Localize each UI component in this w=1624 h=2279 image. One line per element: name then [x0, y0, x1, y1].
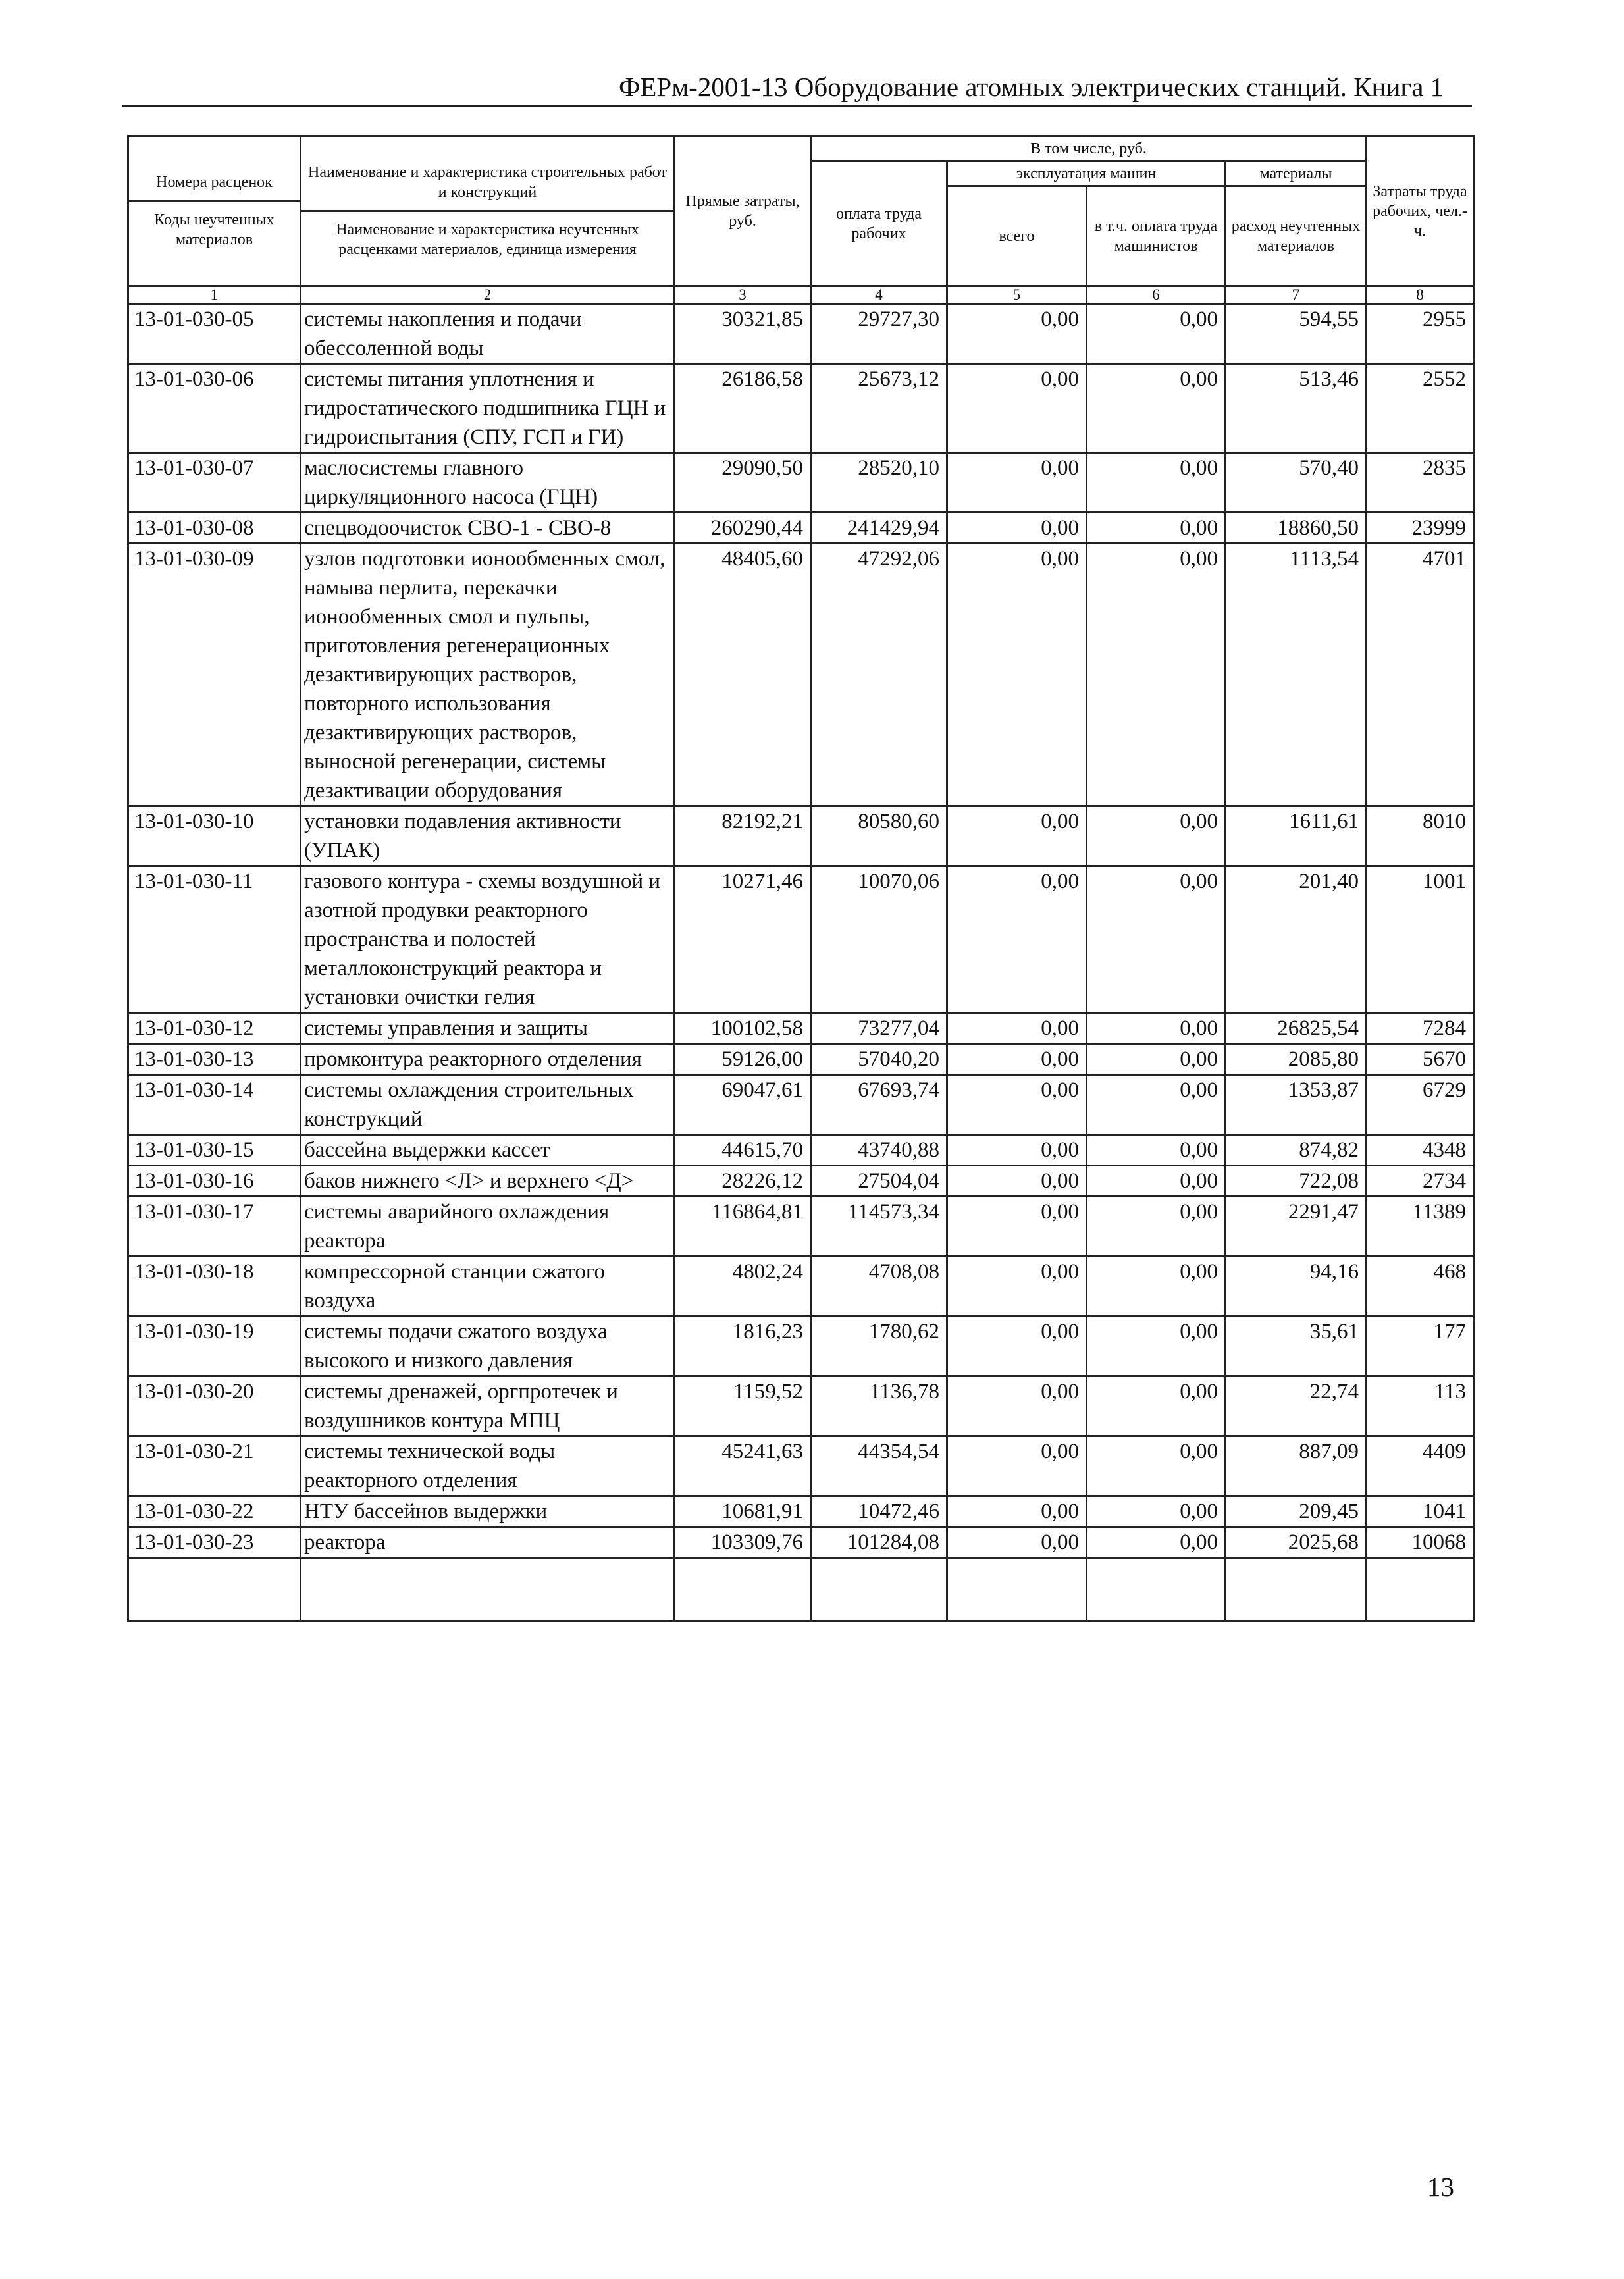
machine-total-cell: 0,00: [947, 1013, 1087, 1044]
page-header-title: ФЕРм-2001-13 Оборудование атомных электрических станций. Книга 1: [619, 72, 1444, 102]
header-col2-top: Наименование и характеристика строительных работ и конструкций: [308, 164, 667, 201]
work-name-cell: системы технической воды реакторного отделения: [301, 1436, 675, 1496]
price-code-cell: 13-01-030-13: [128, 1044, 301, 1075]
machine-total-cell: 0,00: [947, 1044, 1087, 1075]
worker-pay-cell: 73277,04: [811, 1013, 947, 1044]
filler-cell: [1226, 1558, 1367, 1621]
work-name-cell: промконтура реакторного отделения: [301, 1044, 675, 1075]
machine-total-cell: 0,00: [947, 1436, 1087, 1496]
header-labor: Затраты труда рабочих, чел.-ч.: [1367, 136, 1474, 286]
machine-operator-pay-cell: 0,00: [1087, 544, 1226, 806]
direct-costs-cell: 45241,63: [675, 1436, 811, 1496]
direct-costs-cell: 100102,58: [675, 1013, 811, 1044]
materials-cell: 22,74: [1226, 1376, 1367, 1436]
worker-pay-cell: 4708,08: [811, 1257, 947, 1317]
work-name-cell: баков нижнего <Л> и верхнего <Д>: [301, 1166, 675, 1197]
machine-operator-pay-cell: 0,00: [1087, 453, 1226, 513]
machine-total-cell: 0,00: [947, 544, 1087, 806]
machine-total-cell: 0,00: [947, 1197, 1087, 1257]
worker-pay-cell: 29727,30: [811, 304, 947, 364]
price-code-cell: 13-01-030-14: [128, 1075, 301, 1135]
header-machine-total: всего: [947, 186, 1087, 286]
direct-costs-cell: 44615,70: [675, 1135, 811, 1166]
work-name-cell: бассейна выдержки кассет: [301, 1135, 675, 1166]
work-name-cell: НТУ бассейнов выдержки: [301, 1496, 675, 1527]
work-name-cell: газового контура - схемы воздушной и азотной продувки реакторного пространства и полостей металлоконструкций реактора и установки очистки гелия: [301, 866, 675, 1013]
machine-total-cell: 0,00: [947, 1317, 1087, 1376]
price-code-cell: 13-01-030-10: [128, 806, 301, 866]
table-row: [128, 1496, 1474, 1527]
work-name-cell: реактора: [301, 1527, 675, 1558]
work-name-cell: маслосистемы главного циркуляционного насоса (ГЦН): [301, 453, 675, 513]
column-number-row: [128, 286, 1474, 304]
work-name-cell: системы питания уплотнения и гидростатического подшипника ГЦН и гидроиспытания (СПУ, ГСП и ГИ): [301, 364, 675, 453]
direct-costs-cell: 260290,44: [675, 513, 811, 544]
machine-total-cell: 0,00: [947, 1376, 1087, 1436]
table-row: [128, 1527, 1474, 1558]
materials-cell: 26825,54: [1226, 1013, 1367, 1044]
table-row: [128, 1317, 1474, 1376]
labor-cell: 23999: [1367, 513, 1474, 544]
table-row: [128, 1013, 1474, 1044]
work-name-cell: системы накопления и подачи обессоленной воды: [301, 304, 675, 364]
price-table-rows: [128, 304, 1474, 1558]
labor-cell: 468: [1367, 1257, 1474, 1317]
table-row: [128, 304, 1474, 364]
column-number: 2: [301, 286, 675, 304]
direct-costs-cell: 4802,24: [675, 1257, 811, 1317]
price-code-cell: 13-01-030-09: [128, 544, 301, 806]
machine-operator-pay-cell: 0,00: [1087, 1527, 1226, 1558]
worker-pay-cell: 101284,08: [811, 1527, 947, 1558]
filler-cell: [1367, 1558, 1474, 1621]
header-col1-divider: [129, 200, 300, 202]
worker-pay-cell: 10070,06: [811, 866, 947, 1013]
header-col1-bottom: Коды неучтенных материалов: [154, 211, 275, 248]
table-row: [128, 1044, 1474, 1075]
table-empty-filler-row: [128, 1558, 1474, 1621]
machine-total-cell: 0,00: [947, 1166, 1087, 1197]
labor-cell: 4409: [1367, 1436, 1474, 1496]
machine-operator-pay-cell: 0,00: [1087, 1075, 1226, 1135]
worker-pay-cell: 67693,74: [811, 1075, 947, 1135]
materials-cell: 594,55: [1226, 304, 1367, 364]
table-row: [128, 1197, 1474, 1257]
labor-cell: 2734: [1367, 1166, 1474, 1197]
table-row: [128, 806, 1474, 866]
machine-operator-pay-cell: 0,00: [1087, 1257, 1226, 1317]
labor-cell: 2835: [1367, 453, 1474, 513]
work-name-cell: спецводоочисток СВО-1 - СВО-8: [301, 513, 675, 544]
labor-cell: 2552: [1367, 364, 1474, 453]
page-number: 13: [1427, 2172, 1454, 2202]
materials-cell: 1611,61: [1226, 806, 1367, 866]
price-code-cell: 13-01-030-22: [128, 1496, 301, 1527]
price-code-cell: 13-01-030-18: [128, 1257, 301, 1317]
labor-cell: 2955: [1367, 304, 1474, 364]
machine-operator-pay-cell: 0,00: [1087, 513, 1226, 544]
worker-pay-cell: 57040,20: [811, 1044, 947, 1075]
table-row: [128, 1075, 1474, 1135]
machine-operator-pay-cell: 0,00: [1087, 1013, 1226, 1044]
column-number: 7: [1226, 286, 1367, 304]
labor-cell: 8010: [1367, 806, 1474, 866]
labor-cell: 7284: [1367, 1013, 1474, 1044]
price-code-cell: 13-01-030-19: [128, 1317, 301, 1376]
price-code-cell: 13-01-030-05: [128, 304, 301, 364]
direct-costs-cell: 103309,76: [675, 1527, 811, 1558]
materials-cell: 513,46: [1226, 364, 1367, 453]
column-number: 5: [947, 286, 1087, 304]
machine-operator-pay-cell: 0,00: [1087, 1166, 1226, 1197]
work-name-cell: системы управления и защиты: [301, 1013, 675, 1044]
machine-total-cell: 0,00: [947, 304, 1087, 364]
direct-costs-cell: 26186,58: [675, 364, 811, 453]
materials-cell: 570,40: [1226, 453, 1367, 513]
machine-operator-pay-cell: 0,00: [1087, 1376, 1226, 1436]
machine-total-cell: 0,00: [947, 1496, 1087, 1527]
table-row: [128, 1135, 1474, 1166]
materials-cell: 2085,80: [1226, 1044, 1367, 1075]
machine-total-cell: 0,00: [947, 1075, 1087, 1135]
labor-cell: 1041: [1367, 1496, 1474, 1527]
header-names: [301, 136, 675, 286]
filler-cell: [947, 1558, 1087, 1621]
machine-total-cell: 0,00: [947, 1257, 1087, 1317]
materials-cell: 2025,68: [1226, 1527, 1367, 1558]
table-row: [128, 1376, 1474, 1436]
materials-cell: 94,16: [1226, 1257, 1367, 1317]
header-direct-costs: Прямые затраты, руб.: [675, 136, 811, 286]
work-name-cell: узлов подготовки ионообменных смол, намыва перлита, перекачки ионообменных смол и пульпы, приготовления регенерационных дезактивирующих растворов, повторного использования дезактивирующих растворов, выносной регенерации, системы дезактивации оборудования: [301, 544, 675, 806]
filler-cell: [811, 1558, 947, 1621]
direct-costs-cell: 29090,50: [675, 453, 811, 513]
table-row: [128, 1257, 1474, 1317]
price-code-cell: 13-01-030-08: [128, 513, 301, 544]
direct-costs-cell: 48405,60: [675, 544, 811, 806]
machine-total-cell: 0,00: [947, 1135, 1087, 1166]
machine-operator-pay-cell: 0,00: [1087, 1496, 1226, 1527]
work-name-cell: компрессорной станции сжатого воздуха: [301, 1257, 675, 1317]
price-table: [127, 135, 1475, 1622]
direct-costs-cell: 1159,52: [675, 1376, 811, 1436]
worker-pay-cell: 27504,04: [811, 1166, 947, 1197]
machine-operator-pay-cell: 0,00: [1087, 1044, 1226, 1075]
materials-cell: 887,09: [1226, 1436, 1367, 1496]
machine-total-cell: 0,00: [947, 806, 1087, 866]
worker-pay-cell: 80580,60: [811, 806, 947, 866]
work-name-cell: системы аварийного охлаждения реактора: [301, 1197, 675, 1257]
machine-operator-pay-cell: 0,00: [1087, 304, 1226, 364]
machine-operator-pay-cell: 0,00: [1087, 866, 1226, 1013]
header-col2-bottom: Наименование и характеристика неучтенных расценками материалов, единица измерения: [336, 221, 639, 258]
column-number: 6: [1087, 286, 1226, 304]
work-name-cell: установки подавления активности (УПАК): [301, 806, 675, 866]
labor-cell: 113: [1367, 1376, 1474, 1436]
worker-pay-cell: 47292,06: [811, 544, 947, 806]
price-code-cell: 13-01-030-17: [128, 1197, 301, 1257]
machine-operator-pay-cell: 0,00: [1087, 806, 1226, 866]
materials-cell: 35,61: [1226, 1317, 1367, 1376]
filler-cell: [301, 1558, 675, 1621]
column-number: 1: [128, 286, 301, 304]
worker-pay-cell: 1136,78: [811, 1376, 947, 1436]
price-code-cell: 13-01-030-11: [128, 866, 301, 1013]
machine-total-cell: 0,00: [947, 513, 1087, 544]
labor-cell: 10068: [1367, 1527, 1474, 1558]
table-row: [128, 866, 1474, 1013]
header-machine-operation: эксплуатация машин: [947, 161, 1226, 186]
header-rule: [122, 105, 1472, 107]
machine-operator-pay-cell: 0,00: [1087, 364, 1226, 453]
labor-cell: 1001: [1367, 866, 1474, 1013]
header-worker-pay: оплата труда рабочих: [811, 161, 947, 286]
machine-total-cell: 0,00: [947, 364, 1087, 453]
work-name-cell: системы подачи сжатого воздуха высокого и низкого давления: [301, 1317, 675, 1376]
direct-costs-cell: 82192,21: [675, 806, 811, 866]
price-code-cell: 13-01-030-20: [128, 1376, 301, 1436]
table-row: [128, 364, 1474, 453]
header-col1-top: Номера расценок: [156, 174, 273, 191]
machine-operator-pay-cell: 0,00: [1087, 1317, 1226, 1376]
materials-cell: 722,08: [1226, 1166, 1367, 1197]
price-code-cell: 13-01-030-07: [128, 453, 301, 513]
machine-operator-pay-cell: 0,00: [1087, 1436, 1226, 1496]
worker-pay-cell: 1780,62: [811, 1317, 947, 1376]
direct-costs-cell: 10681,91: [675, 1496, 811, 1527]
work-name-cell: системы охлаждения строительных конструкций: [301, 1075, 675, 1135]
price-code-cell: 13-01-030-06: [128, 364, 301, 453]
direct-costs-cell: 1816,23: [675, 1317, 811, 1376]
header-machine-operator-pay: в т.ч. оплата труда машинистов: [1087, 186, 1226, 286]
filler-cell: [675, 1558, 811, 1621]
price-code-cell: 13-01-030-21: [128, 1436, 301, 1496]
machine-operator-pay-cell: 0,00: [1087, 1197, 1226, 1257]
header-materials-unaccounted: расход неучтенных материалов: [1226, 186, 1367, 286]
header-codes: [128, 136, 301, 286]
worker-pay-cell: 25673,12: [811, 364, 947, 453]
direct-costs-cell: 28226,12: [675, 1166, 811, 1197]
price-code-cell: 13-01-030-23: [128, 1527, 301, 1558]
labor-cell: 11389: [1367, 1197, 1474, 1257]
direct-costs-cell: 116864,81: [675, 1197, 811, 1257]
machine-operator-pay-cell: 0,00: [1087, 1135, 1226, 1166]
table-row: [128, 1166, 1474, 1197]
materials-cell: 18860,50: [1226, 513, 1367, 544]
materials-cell: 209,45: [1226, 1496, 1367, 1527]
machine-total-cell: 0,00: [947, 1527, 1087, 1558]
machine-total-cell: 0,00: [947, 866, 1087, 1013]
machine-total-cell: 0,00: [947, 453, 1087, 513]
worker-pay-cell: 114573,34: [811, 1197, 947, 1257]
work-name-cell: системы дренажей, оргпротечек и воздушников контура МПЦ: [301, 1376, 675, 1436]
price-code-cell: 13-01-030-16: [128, 1166, 301, 1197]
direct-costs-cell: 59126,00: [675, 1044, 811, 1075]
worker-pay-cell: 28520,10: [811, 453, 947, 513]
direct-costs-cell: 30321,85: [675, 304, 811, 364]
table-row: [128, 513, 1474, 544]
worker-pay-cell: 43740,88: [811, 1135, 947, 1166]
filler-cell: [128, 1558, 301, 1621]
header-including: В том числе, руб.: [811, 136, 1367, 161]
table-row: [128, 1436, 1474, 1496]
table-row: [128, 544, 1474, 806]
table-row: [128, 453, 1474, 513]
labor-cell: 5670: [1367, 1044, 1474, 1075]
labor-cell: 4701: [1367, 544, 1474, 806]
materials-cell: 874,82: [1226, 1135, 1367, 1166]
worker-pay-cell: 44354,54: [811, 1436, 947, 1496]
column-number: 4: [811, 286, 947, 304]
worker-pay-cell: 241429,94: [811, 513, 947, 544]
materials-cell: 2291,47: [1226, 1197, 1367, 1257]
worker-pay-cell: 10472,46: [811, 1496, 947, 1527]
labor-cell: 6729: [1367, 1075, 1474, 1135]
filler-cell: [1087, 1558, 1226, 1621]
header-col2-divider: [301, 210, 673, 212]
header-materials: материалы: [1226, 161, 1367, 186]
materials-cell: 201,40: [1226, 866, 1367, 1013]
labor-cell: 4348: [1367, 1135, 1474, 1166]
materials-cell: 1113,54: [1226, 544, 1367, 806]
materials-cell: 1353,87: [1226, 1075, 1367, 1135]
direct-costs-cell: 10271,46: [675, 866, 811, 1013]
column-number: 8: [1367, 286, 1474, 304]
column-number: 3: [675, 286, 811, 304]
price-code-cell: 13-01-030-12: [128, 1013, 301, 1044]
price-code-cell: 13-01-030-15: [128, 1135, 301, 1166]
direct-costs-cell: 69047,61: [675, 1075, 811, 1135]
labor-cell: 177: [1367, 1317, 1474, 1376]
